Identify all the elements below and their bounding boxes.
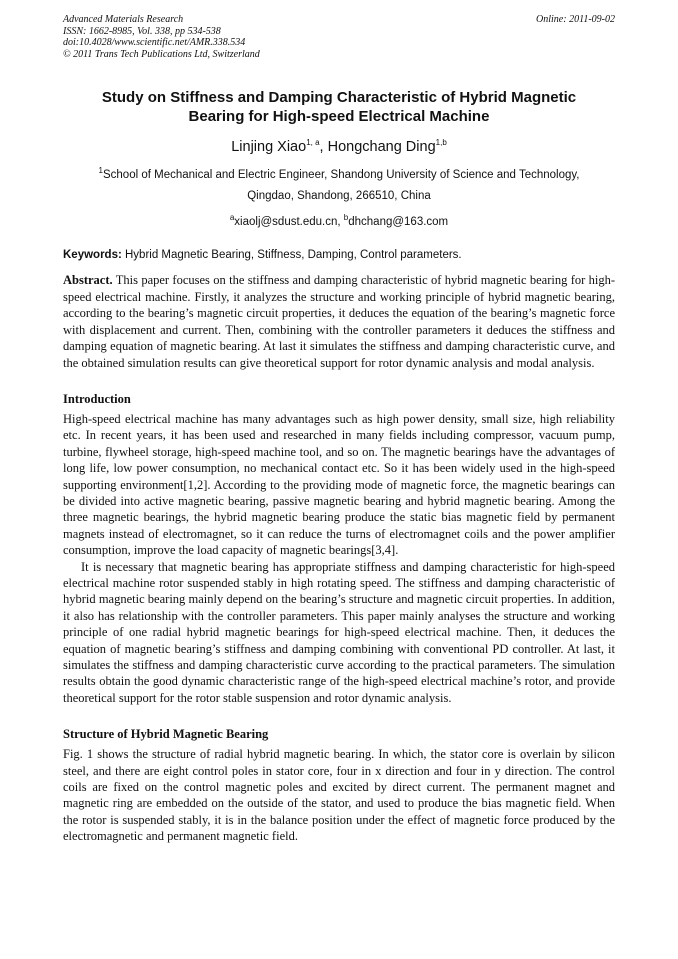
abstract-text: This paper focuses on the stiffness and damping characteristic of hybrid magnetic bearing for high-speed electrical machine. Firstly, it analyzes the structure and working principle of hybrid magnetic bearing, according to the bearing’s magnetic circuit properties, it deduces the equation of the bearing’s magnetic force with displacement and current. Then, combining with the controller parameters it deduces the stiffness and damping equation of magnetic bearing. At last it simulates the stiffness and damping characteristic curve, and the obtained simulation results can give theoretical support for rotor dynamic analysis and modal analysis. <box>63 273 615 370</box>
issn-line: ISSN: 1662-8985, Vol. 338, pp 534-538 <box>63 25 221 37</box>
affiliation-marker: 1 <box>98 165 103 175</box>
section-heading-introduction: Introduction <box>63 391 131 406</box>
email-a-marker: a <box>229 212 235 222</box>
email-b-marker: b <box>343 212 349 222</box>
author-1: Linjing Xiao <box>231 138 307 155</box>
keywords-label: Keywords: <box>63 249 122 262</box>
email-line <box>63 207 615 233</box>
doi-line: doi:10.4028/www.scientific.net/AMR.338.534 <box>63 37 246 48</box>
author-1-marker: 1, a <box>306 138 320 147</box>
affiliation-line-1: School of Mechanical and Electric Engineer, Shandong University of Science and Technology, <box>102 168 580 181</box>
author-separator: , <box>319 138 328 155</box>
affiliation <box>63 160 615 233</box>
abstract-label: Abstract. <box>63 273 113 288</box>
journal-header <box>63 14 615 60</box>
paper-title <box>63 88 615 126</box>
author-2: Hongchang Ding <box>327 138 436 155</box>
introduction-paragraph-2: It is necessary that magnetic bearing has appropriate stiffness and damping characteristic for high-speed electrical machine rotor suspended stably in high rotating speed. The stiffness and damping characteristic of hybrid magnetic bearing mainly depend on the bearing’s structure and magnetic circuit properties. In addition, it also has relationship with the controller parameters. This paper mainly analyses the structure and working principle of one radial hybrid magnetic bearings for high-speed electrical machine. Then, it deduces the equation of magnetic bearing’s stiffness and damping combining with conventional PD controller. At last, it simulates the stiffness and damping characteristic curve according to the practical parameters. The simulation results obtain the good dynamic characteristic range of the high-speed electrical machine’s rotor, and provide theoretical support for the rotor stable suspension and rotor dynamic analysis. <box>63 559 615 705</box>
paper-page <box>63 14 615 845</box>
email-a[interactable]: xiaolj@sdust.edu.cn, <box>234 215 344 228</box>
keywords <box>63 248 615 263</box>
affiliation-line-2: Qingdao, Shandong, 266510, China <box>247 189 431 202</box>
keywords-text: Hybrid Magnetic Bearing, Stiffness, Damping, Control parameters. <box>121 249 462 262</box>
introduction-paragraph-1: High-speed electrical machine has many advantages such as high power density, small size, high reliability etc. In recent years, it has been used and researched in many fields including compressor, vacuum pump, turbine, flywheel storage, high-speed machine tool, and so on. The magnetic bearings have the advantages of long life, low power consumption, no mechanical contact etc. So it has been widely used in the high-speed supporting environment[1,2]. According to the providing mode of magnetic force, the magnetic bearings can be divided into active magnetic bearing, passive magnetic bearing and hybrid magnetic bearing. Among the three magnetic bearings, the hybrid magnetic bearing produce the static bias magnetic field by permanent magnets instead of electromagnet, so it can reduce the turns of electromagnet coils and the power amplifier consumption, improve the load capacity of magnetic bearings[3,4]. <box>63 411 615 558</box>
journal-name: Advanced Materials Research <box>63 14 184 25</box>
section-heading-structure: Structure of Hybrid Magnetic Bearing <box>63 727 269 742</box>
author-list <box>63 134 615 156</box>
online-date: Online: 2011-09-02 <box>536 14 615 25</box>
title-line-2: Bearing for High-speed Electrical Machine <box>188 108 490 125</box>
structure-paragraph-1: Fig. 1 shows the structure of radial hybrid magnetic bearing. In which, the stator core is overlain by silicon steel, and there are eight control poles in stator core, four in x direction and four in y direction. The control coils are fixed on the control magnetic poles and excited by direct current. The permanent magnet and magnetic ring are embedded on the outside of the stator, and used to produce the bias magnetic field. When the rotor is suspended stably, it is in the balance position under the effect of magnetic force produced by the electromagnetic and permanent magnetic field. <box>63 747 615 844</box>
author-2-marker: 1,b <box>435 138 447 147</box>
email-b[interactable]: dhchang@163.com <box>348 215 449 228</box>
abstract <box>63 272 615 370</box>
copyright-line: © 2011 Trans Tech Publications Ltd, Switzerland <box>63 48 260 60</box>
title-line-1: Study on Stiffness and Damping Characteristic of Hybrid Magnetic <box>101 89 577 106</box>
